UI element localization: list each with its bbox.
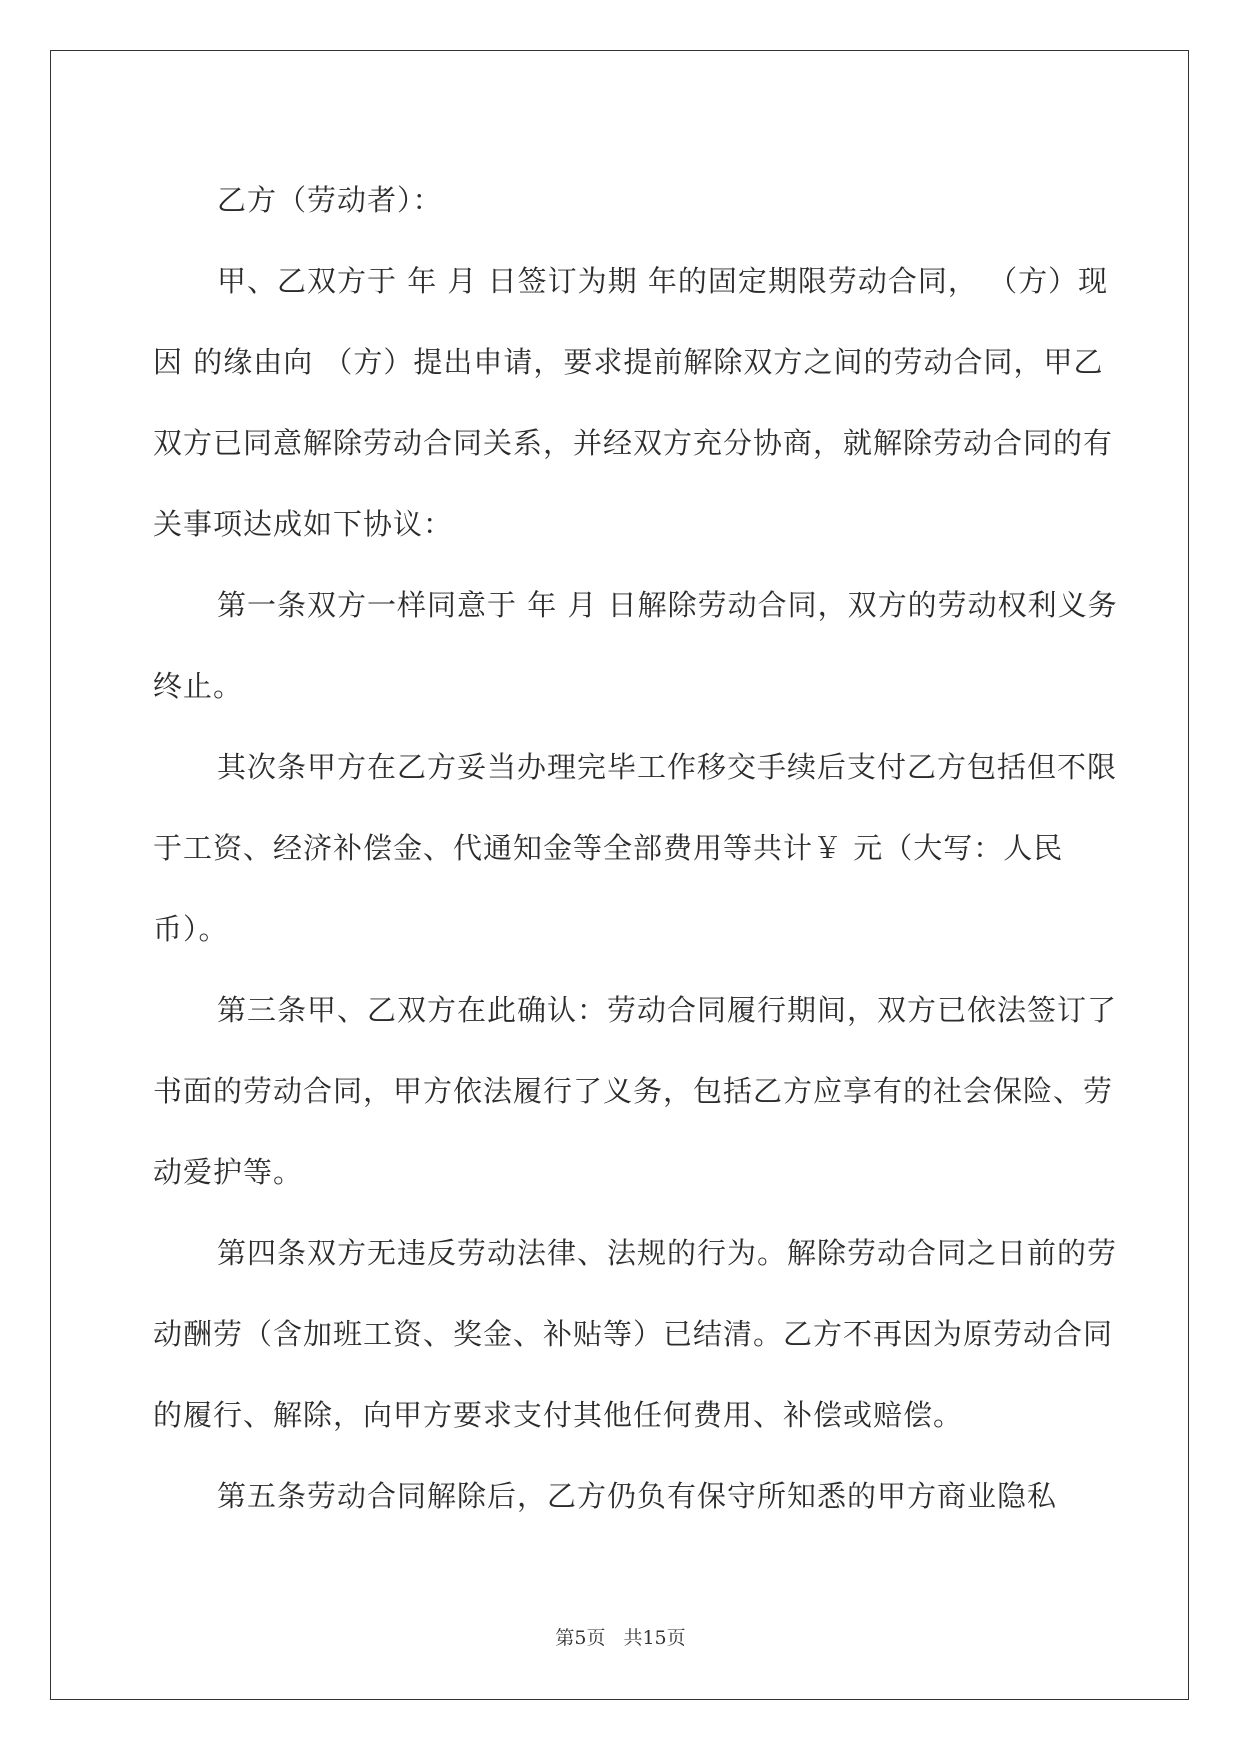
page-number: 第5页: [555, 1627, 606, 1649]
paragraph-article-3: 第三条甲、乙双方在此确认：劳动合同履行期间，双方已依法签订了书面的劳动合同，甲方依法履行了义务，包括乙方应享有的社会保险、劳动爱护等。: [153, 993, 1118, 1189]
paragraph-article-2: 其次条甲方在乙方妥当办理完毕工作移交手续后支付乙方包括但不限于工资、经济补偿金、代通知金等全部费用等共计￥ 元（大写：人民币）。: [153, 750, 1118, 946]
document-body: [153, 160, 1128, 1537]
paragraph-preamble: 甲、乙双方于 年 月 日签订为期 年的固定期限劳动合同， （方）现因 的缘由向 （方）提出申请，要求提前解除双方之间的劳动合同，甲乙双方已同意解除劳动合同关系，并经双方充分协商，就解除劳动合同的有关事项达成如下协议：: [153, 264, 1114, 541]
page-footer: [0, 1623, 1241, 1650]
page-total: 共15页: [623, 1627, 686, 1649]
paragraph-article-1: 第一条双方一样同意于 年 月 日解除劳动合同，双方的劳动权利义务终止。: [153, 588, 1118, 703]
paragraph-article-5: 第五条劳动合同解除后，乙方仍负有保守所知悉的甲方商业隐私: [217, 1479, 1058, 1513]
paragraph-article-4: 第四条双方无违反劳动法律、法规的行为。解除劳动合同之日前的劳动酬劳（含加班工资、奖金、补贴等）已结清。乙方不再因为原劳动合同的履行、解除，向甲方要求支付其他任何费用、补偿或赔偿。: [153, 1236, 1118, 1432]
paragraph-party-b: 乙方（劳动者）：: [217, 183, 443, 217]
